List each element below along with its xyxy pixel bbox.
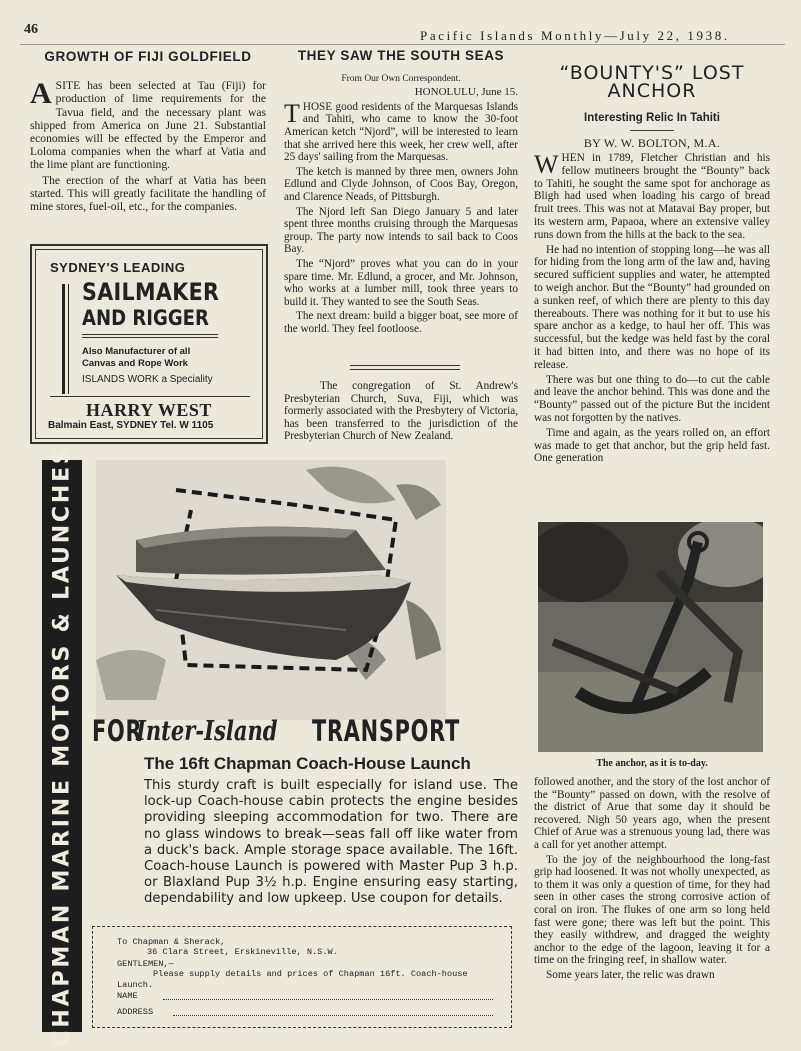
fiji-drop-cap: A xyxy=(30,77,52,111)
bounty-headline-2: ANCHOR xyxy=(607,80,697,102)
seas-paragraph-3: The Njord left San Diego January 5 and later spent three months cruising through the Marquesas group. The party now intends to sail back to Coos Bay. xyxy=(284,205,518,256)
fiji-article xyxy=(30,50,266,215)
bounty-article-bottom xyxy=(534,776,770,984)
chapman-body-copy: This sturdy craft is built especially for island use. The lock-up Coach-house cabin protects the engine besides providing sleeping accommodation for two. There are no glass windows to break—seas fall off like water from a duck's back. Ample storage space available. The 16ft. Coach-house Launch is powered with Master Pup 3 h.p. or Blaxland Pup 3½ h.p. Engine ensuring easy starting, dependability and low upkeep. Use coupon for details. xyxy=(144,778,518,907)
ad-headline-sailmaker: SAILMAKER xyxy=(82,278,220,306)
seas-paragraph-5: The next dream: build a bigger boat, see more of the world. They feel footloose. xyxy=(284,310,518,335)
bounty-byline: BY W. W. BOLTON, M.A. xyxy=(583,136,721,150)
bounty-subheadline: Interesting Relic In Tahiti xyxy=(584,112,720,124)
anchor-caption: The anchor, as it is to-day. xyxy=(596,758,708,769)
sailmaker-advertisement xyxy=(30,244,268,444)
coupon-request: Please supply details and prices of Chapman 16ft. Coach-house Launch. xyxy=(117,969,468,990)
ad-rule xyxy=(50,396,250,397)
chapman-side-banner xyxy=(42,445,82,1047)
seas-paragraph-1: HOSE good residents of the Marquesas Islands and Tahiti, who came to know the 30-foot American ketch “Njord”, will be interested to learn that she arrived here this week, her crew well, after 25 days' sailing from the Marquesas. xyxy=(284,100,518,164)
coupon-name-field[interactable] xyxy=(163,999,493,1000)
seas-drop-cap: T xyxy=(284,98,300,128)
bounty-article-top xyxy=(534,152,770,467)
coupon-address: 36 Clara Street, Erskineville, N.S.W. xyxy=(147,947,338,957)
seas-paragraph-2: The ketch is manned by three men, owners John Edlund and Clyde Johnson, of Coos Bay, Oregon, and Clarence Neads, of Pittsburgh. xyxy=(284,165,518,203)
correspondent-byline: From Our Own Correspondent. xyxy=(341,73,461,84)
page-number: 46 xyxy=(24,22,38,37)
chapman-tagline xyxy=(92,714,472,754)
coupon-address-label: ADDRESS xyxy=(117,1007,154,1017)
chapman-side-text: CHAPMAN MARINE MOTORS & LAUNCHES xyxy=(49,445,75,1047)
coupon-greeting: GENTLEMEN,— xyxy=(117,959,174,969)
ad-line-islands-work: ISLANDS WORK a Speciality xyxy=(82,374,213,385)
bounty-short-rule xyxy=(630,130,674,131)
bounty-paragraph-4: Time and again, as the years rolled on, an effort was made to get that anchor, but the grip held fast. One generation xyxy=(534,426,770,465)
bounty-paragraph-7: Some years later, the relic was drawn xyxy=(546,968,715,981)
ad-double-rule xyxy=(82,334,218,338)
chapman-coupon xyxy=(92,926,512,1028)
ad-line-canvas: Canvas and Rope Work xyxy=(82,358,188,369)
south-seas-article xyxy=(284,50,518,337)
tagline-for: FOR xyxy=(92,714,143,748)
running-title: Pacific Islands Monthly—July 22, 1938. xyxy=(420,28,730,43)
honolulu-dateline: HONOLULU, June 15. xyxy=(414,86,518,99)
seas-paragraph-4: The “Njord” proves what you can do in your spare time. Mr. Edlund, a grocer, and Mr. Johnson, who works at a lumber mill, took three years to build it. They wanted to see the South Seas. xyxy=(284,257,518,308)
anchor-photograph xyxy=(538,522,763,752)
presbyterian-article xyxy=(284,380,518,445)
ad-headline-rigger: AND RIGGER xyxy=(82,306,209,330)
ad-name-harry-west: HARRY WEST xyxy=(86,400,212,420)
tagline-transport: TRANSPORT xyxy=(312,714,460,748)
chapman-headline: The 16ft Chapman Coach-House Launch xyxy=(144,754,471,773)
fiji-paragraph-1: SITE has been selected at Tau (Fiji) for production of lime requirements for the Tavua field, and the necessary plant was shipped from America on June 21. Substantial economies will be effected by the Emperor and Loloma companies when the wharf at Vatia and the lime plant are functioning. xyxy=(30,79,266,172)
bounty-paragraph-5: followed another, and the story of the lost anchor of the “Bounty” passed on down, with the resolve of the district of Arue that some day it should be recovered. Nigh 50 years ago, when the present Chief of Arue was a strenuous young lad, there was a call for yet another attempt. xyxy=(534,776,770,851)
coupon-name-label: NAME xyxy=(117,991,138,1001)
fiji-paragraph-2: The erection of the wharf at Vatia has been started. This will greatly facilitate the handling of mine stores, fuel-oil, etc., for the companies. xyxy=(30,173,266,214)
bounty-paragraph-6: To the joy of the neighbourhood the long-fast grip had loosened. It was not wholly unexpected, as to them it was only a question of time, for they had seen in other cases the strong corrosive action of coral on iron. The flukes of one arm so long held fast were gone; there was left but the point. This they easily withdrew, and dragged the weighty anchor to the edge of the lagoon, leaving it for a time on the fringing reef, in shallow water. xyxy=(534,853,770,967)
bounty-drop-cap: W xyxy=(534,150,559,179)
bounty-headline-1: “BOUNTY'S” LOST xyxy=(559,62,745,84)
south-seas-headline: THEY SAW THE SOUTH SEAS xyxy=(297,48,505,63)
ad-vertical-bar xyxy=(62,284,65,394)
coupon-address-field[interactable] xyxy=(173,1015,493,1016)
bounty-paragraph-3: There was but one thing to do—to cut the cable and leave the anchor behind. This was done and the “Bounty” passed out of the picture But the incident was not forgotten by the natives. xyxy=(534,373,770,424)
tagline-inter-island: Inter-Island xyxy=(136,716,278,747)
ad-line-manufacturer: Also Manufacturer of all xyxy=(82,346,191,357)
separator-rule xyxy=(350,365,460,370)
bounty-paragraph-1: HEN in 1789, Fletcher Christian and his fellow mutineers brought the “Bounty” back to Tahiti, he sought the same spot for anchorage as Bligh had used when loading his cargo of bread fruit trees. This was not at Matavai Bay proper, but its western arm, Papaoa, where an extensive valley runs down from the hills at the back to the sea. xyxy=(534,152,770,241)
launch-boat-image xyxy=(96,460,446,720)
bounty-paragraph-2: He had no intention of stopping long—he was all for hiding from the long arm of the law and, having secured sufficient supplies and water, he attempted to weigh anchor. But the “Bounty” had grounded on a sunken reef, of which there are plenty to this day thereabouts. There was nothing for it but to use his spare anchor as a kedge, to haul her off. This was successful, but the kedge was held fast by the coral it had bitten into, and there was no hope of its release. xyxy=(534,243,770,371)
ad-address: Balmain East, SYDNEY Tel. W 1105 xyxy=(48,420,214,431)
header-rule xyxy=(20,44,785,45)
presbyterian-paragraph: The congregation of St. Andrew's Presbyterian Church, Suva, Fiji, which was formerly associated with the Presbytery of Victoria, has been transferred to the jurisdiction of the Presbyterian Church of New Zealand. xyxy=(284,380,518,443)
launch-illustration xyxy=(96,460,446,720)
fiji-headline: GROWTH OF FIJI GOLDFIELD xyxy=(44,49,252,64)
coupon-to: To Chapman & Sherack, xyxy=(117,937,226,947)
anchor-image xyxy=(538,522,763,752)
ad-line-sydneys-leading: SYDNEY'S LEADING xyxy=(50,260,186,275)
ad-vertical-bar-2 xyxy=(68,284,69,394)
